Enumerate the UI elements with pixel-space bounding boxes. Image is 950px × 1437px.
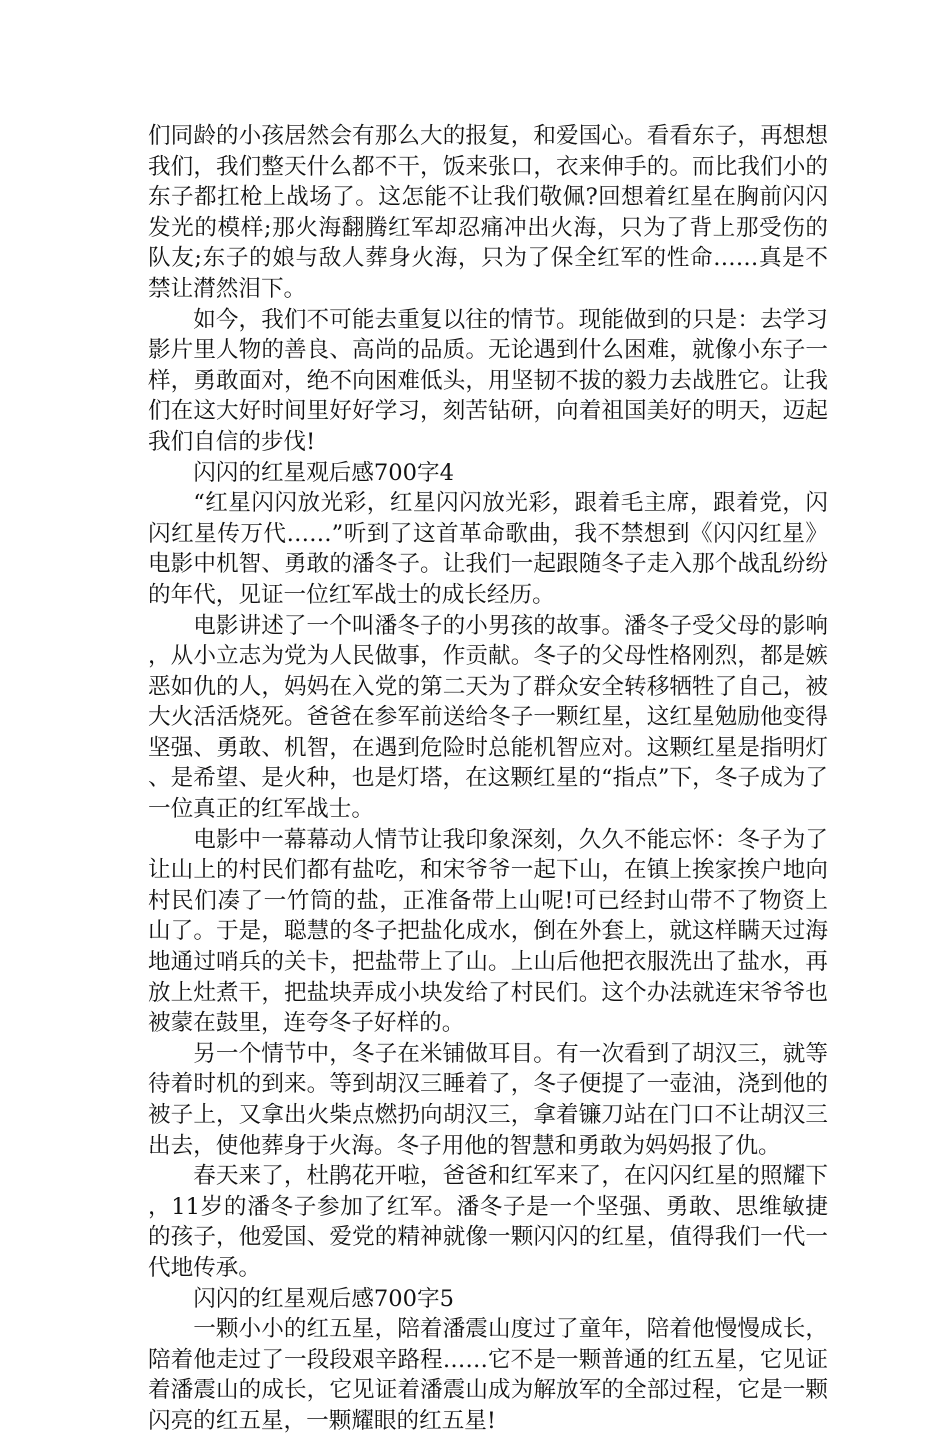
paragraph-4: 电影讲述了一个叫潘冬子的小男孩的故事。潘冬子受父母的影响，从小立志为党为人民做事，作贡献。冬子的父母性格刚烈，都是嫉恶如仇的人，妈妈在入党的第二天为了群众安全转移牺牲了自己，被大火活活烧死。爸爸在参军前送给冬子一颗红星，这红星勉励他变得坚强、勇敢、机智，在遇到危险时总能机智应对。这颗红星是指明灯、是希望、是火种，也是灯塔，在这颗红星的“指点”下，冬子成为了一位真正的红军战士。 bbox=[148, 612, 828, 823]
paragraph-2: 如今，我们不可能去重复以往的情节。现能做到的只是：去学习影片里人物的善良、高尚的品质。无论遇到什么困难，就像小东子一样，勇敢面对，绝不向困难低头，用坚韧不拔的毅力去战胜它。让我们在这大好时间里好好学习，刻苦钻研，向着祖国美好的明天，迈起我们自信的步伐! bbox=[148, 306, 828, 455]
paragraph-7: 春天来了，杜鹃花开啦，爸爸和红军来了，在闪闪红星的照耀下，11岁的潘冬子参加了红军。潘冬子是一个坚强、勇敢、思维敏捷的孩子，他爱国、爱党的精神就像一颗闪闪的红星，值得我们一代一代地传承。 bbox=[148, 1163, 828, 1281]
paragraph-8: 一颗小小的红五星，陪着潘震山度过了童年，陪着他慢慢成长，陪着他走过了一段段艰辛路程……它不是一颗普通的红五星，它见证着潘震山的成长，它见证着潘震山成为解放军的全部过程，它是一颗闪亮的红五星，一颗耀眼的红五星! bbox=[148, 1316, 828, 1434]
document-body bbox=[148, 121, 828, 1437]
paragraph-3: “红星闪闪放光彩，红星闪闪放光彩，跟着毛主席，跟着党，闪闪红星传万代……”听到了这首革命歌曲，我不禁想到《闪闪红星》电影中机智、勇敢的潘冬子。让我们一起跟随冬子走入那个战乱纷纷的年代，见证一位红军战士的成长经历。 bbox=[148, 490, 828, 608]
paragraph-1: 们同龄的小孩居然会有那么大的报复，和爱国心。看看东子，再想想我们，我们整天什么都不干，饭来张口，衣来伸手的。而比我们小的东子都扛枪上战场了。这怎能不让我们敬佩?回想着红星在胸前闪闪发光的模样;那火海翻腾红军却忍痛冲出火海，只为了背上那受伤的队友;东子的娘与敌人葬身火海，只为了保全红军的性命……真是不禁让潸然泪下。 bbox=[148, 123, 828, 302]
paragraph-5: 电影中一幕幕动人情节让我印象深刻，久久不能忘怀：冬子为了让山上的村民们都有盐吃，和宋爷爷一起下山，在镇上挨家挨户地向村民们凑了一竹筒的盐，正准备带上山呢!可已经封山带不了物资上山了。于是，聪慧的冬子把盐化成水，倒在外套上，就这样瞒天过海地通过哨兵的关卡，把盐带上了山。上山后他把衣服洗出了盐水，再放上灶煮干，把盐块弄成小块发给了村民们。这个办法就连宋爷爷也被蒙在鼓里，连夸冬子好样的。 bbox=[148, 826, 828, 1037]
paragraph-6: 另一个情节中，冬子在米铺做耳目。有一次看到了胡汉三，就等待着时机的到来。等到胡汉三睡着了，冬子便提了一壶油，浇到他的被子上，又拿出火柴点燃扔向胡汉三，拿着镰刀站在门口不让胡汉三出去，使他葬身于火海。冬子用他的智慧和勇敢为妈妈报了仇。 bbox=[148, 1040, 828, 1159]
section-heading-5: 闪闪的红星观后感700字5 bbox=[193, 1285, 455, 1312]
section-heading-4: 闪闪的红星观后感700字4 bbox=[193, 459, 455, 486]
